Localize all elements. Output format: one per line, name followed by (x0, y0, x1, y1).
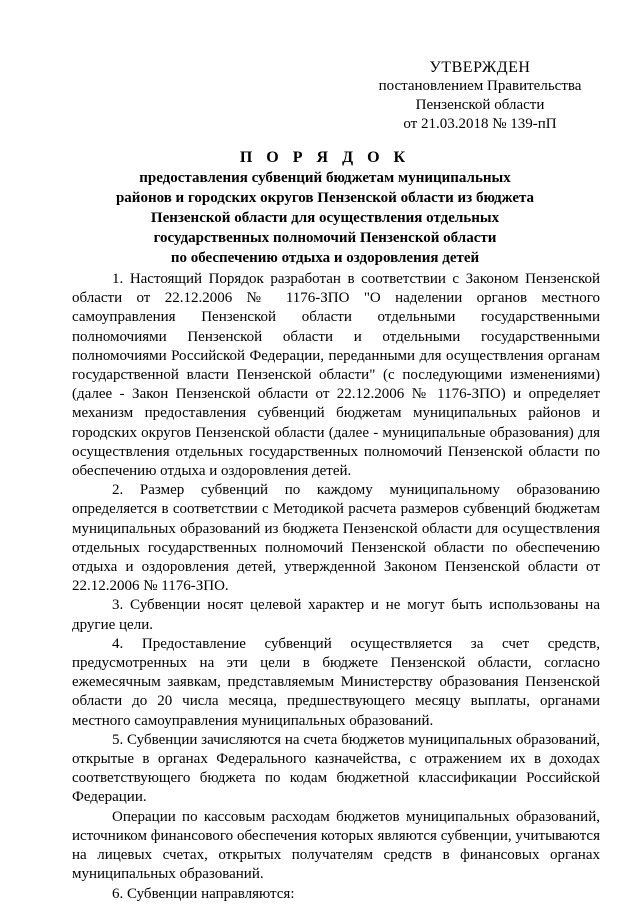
paragraph-3: 3. Субвенции носят целевой характер и не могут быть использованы на другие цели. (72, 597, 600, 633)
title-subtitle-line-1: предоставления субвенций бюджетам муниципальных (139, 170, 511, 186)
title-subtitle-line-3: Пензенской области для осуществления отдельных (150, 210, 500, 226)
title-main: П О Р Я Д О К (239, 149, 411, 166)
approval-block (330, 58, 630, 134)
title-subtitle-line-4: государственных полномочий Пензенской области (153, 230, 497, 246)
approval-line-2: Пензенской области (415, 97, 545, 113)
paragraph-4: 4. Предоставление субвенций осуществляется за счет средств, предусмотренных на эти цели в бюджете Пензенской области, согласно ежемесячным заявкам, представляемым Министерству образования Пензенской области до 20 числа месяца, предшествующего месяцу выплаты, органами местного самоуправления муниципальных образований. (72, 635, 600, 729)
document-body (72, 270, 600, 904)
paragraph-2: 2. Размер субвенций по каждому муниципальному образованию определяется в соответствии с Методикой расчета размеров субвенций бюджетам муниципальных образований из бюджета Пензенской области для осуществления отдельных государственных полномочий Пензенской области по обеспечению отдыха и оздоровления детей, утвержденной Законом Пензенской области от 22.12.2006 № 1176-ЗПО. (72, 482, 600, 595)
title-subtitle-line-5: по обеспечению отдыха и оздоровления детей (170, 250, 480, 266)
approval-stamp: УТВЕРЖДЕН (429, 59, 531, 76)
title-subtitle-line-2: районов и городских округов Пензенской области из бюджета (115, 190, 535, 206)
document-title (60, 148, 590, 268)
approval-line-3: от 21.03.2018 № 139-пП (403, 116, 557, 132)
approval-line-1: постановлением Правительства (378, 78, 582, 94)
paragraph-6: 6. Субвенции направляются: (112, 885, 295, 902)
paragraph-5: 5. Субвенции зачисляются на счета бюджетов муниципальных образований, открытые в органах Федерального казначейства, с отражением их в доходах соответствующего бюджета по кодам бюджетной классификации Российской Федерации. (72, 731, 600, 806)
paragraph-1: 1. Настоящий Порядок разработан в соответствии с Законом Пензенской области от 22.12.2006 № 1176-ЗПО "О наделении органов местного самоуправления Пензенской области отдельными государственными полномочиями Пензенской области и отдельными государственными полномочиями Российской Федерации, переданными для осуществления органам государственной власти Пензенской области" (с последующими изменениями) (далее - Закон Пензенской области от 22.12.2006 № 1176-ЗПО) и определяет механизм предоставления субвенций бюджетам муниципальных районов и городских округов Пензенской области (далее - муниципальные образования) для осуществления отдельных государственных полномочий Пензенской области по обеспечению отдыха и оздоровления детей. (72, 271, 600, 480)
paragraph-5-continuation: Операции по кассовым расходам бюджетов муниципальных образований, источником финансового обеспечения которых являются субвенции, учитываются на лицевых счетах, открытых получателям средств в финансовых органах муниципальных образований. (72, 808, 600, 883)
